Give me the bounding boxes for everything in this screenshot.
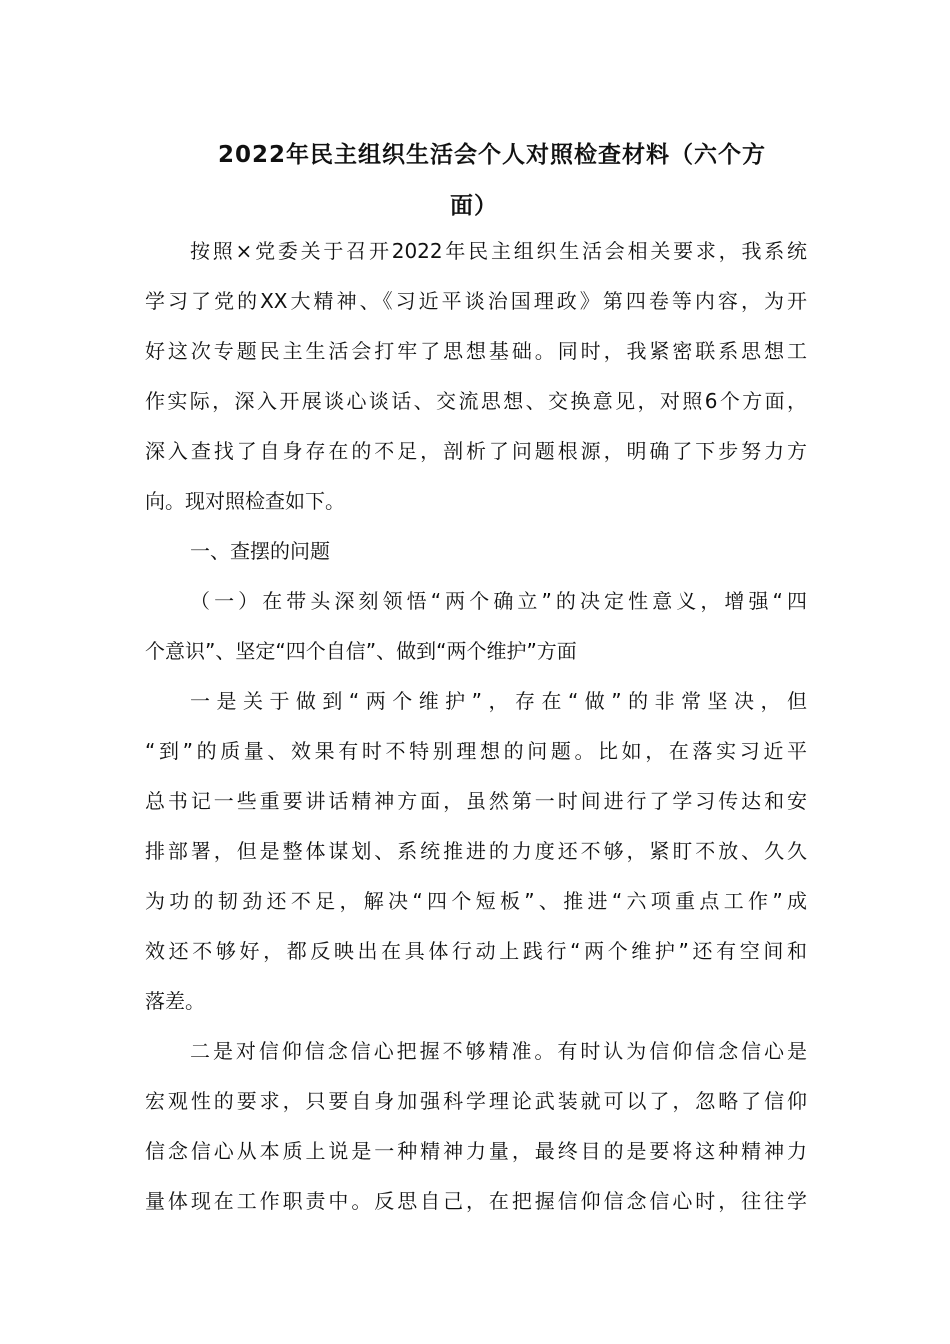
paragraph-line: 效还不够好，都反映出在具体行动上践行“两个维护”还有空间和 [145,939,807,963]
paragraph-line: 总书记一些重要讲话精神方面，虽然第一时间进行了学习传达和安 [145,789,807,813]
paragraph-line: 二是对信仰信念信心把握不够精准。有时认为信仰信念信心是 [190,1039,807,1063]
paragraph-line: 量体现在工作职责中。反思自己，在把握信仰信念信心时，往往学 [145,1189,807,1213]
paragraph-line: 信念信心从本质上说是一种精神力量，最终目的是要将这种精神力 [145,1139,807,1163]
subsection-heading-line: （一）在带头深刻领悟“两个确立”的决定性意义，增强“四 [190,589,807,613]
paragraph-line: 一是关于做到“两个维护”，存在“做”的非常坚决，但 [190,689,807,713]
paragraph-line: 学习了党的XX大精神、《习近平谈治国理政》第四卷等内容，为开 [145,289,807,313]
paragraph-line: “到”的质量、效果有时不特别理想的问题。比如，在落实习近平 [145,739,807,763]
paragraph-line: 好这次专题民主生活会打牢了思想基础。同时，我紧密联系思想工 [145,339,807,363]
document-title-line-1: 2022年民主组织生活会个人对照检查材料（六个方 [218,142,767,168]
paragraph-line: 宏观性的要求，只要自身加强科学理论武装就可以了，忽略了信仰 [145,1089,807,1113]
paragraph-line: 按照×党委关于召开2022年民主组织生活会相关要求，我系统 [190,239,807,263]
paragraph-line: 向。现对照检查如下。 [145,489,345,513]
paragraph-line: 为功的韧劲还不足，解决“四个短板”、推进“六项重点工作”成 [145,889,807,913]
paragraph-line: 深入查找了自身存在的不足，剖析了问题根源，明确了下步努力方 [145,439,807,463]
section-heading: 一、查摆的问题 [190,539,330,563]
paragraph-line: 落差。 [145,989,205,1013]
subsection-heading-line: 个意识”、坚定“四个自信”、做到“两个维护”方面 [145,639,577,663]
paragraph-line: 作实际，深入开展谈心谈话、交流思想、交换意见，对照6个方面， [145,389,807,413]
paragraph-line: 排部署，但是整体谋划、系统推进的力度还不够，紧盯不放、久久 [145,839,807,863]
document-title-line-2: 面） [450,193,498,219]
